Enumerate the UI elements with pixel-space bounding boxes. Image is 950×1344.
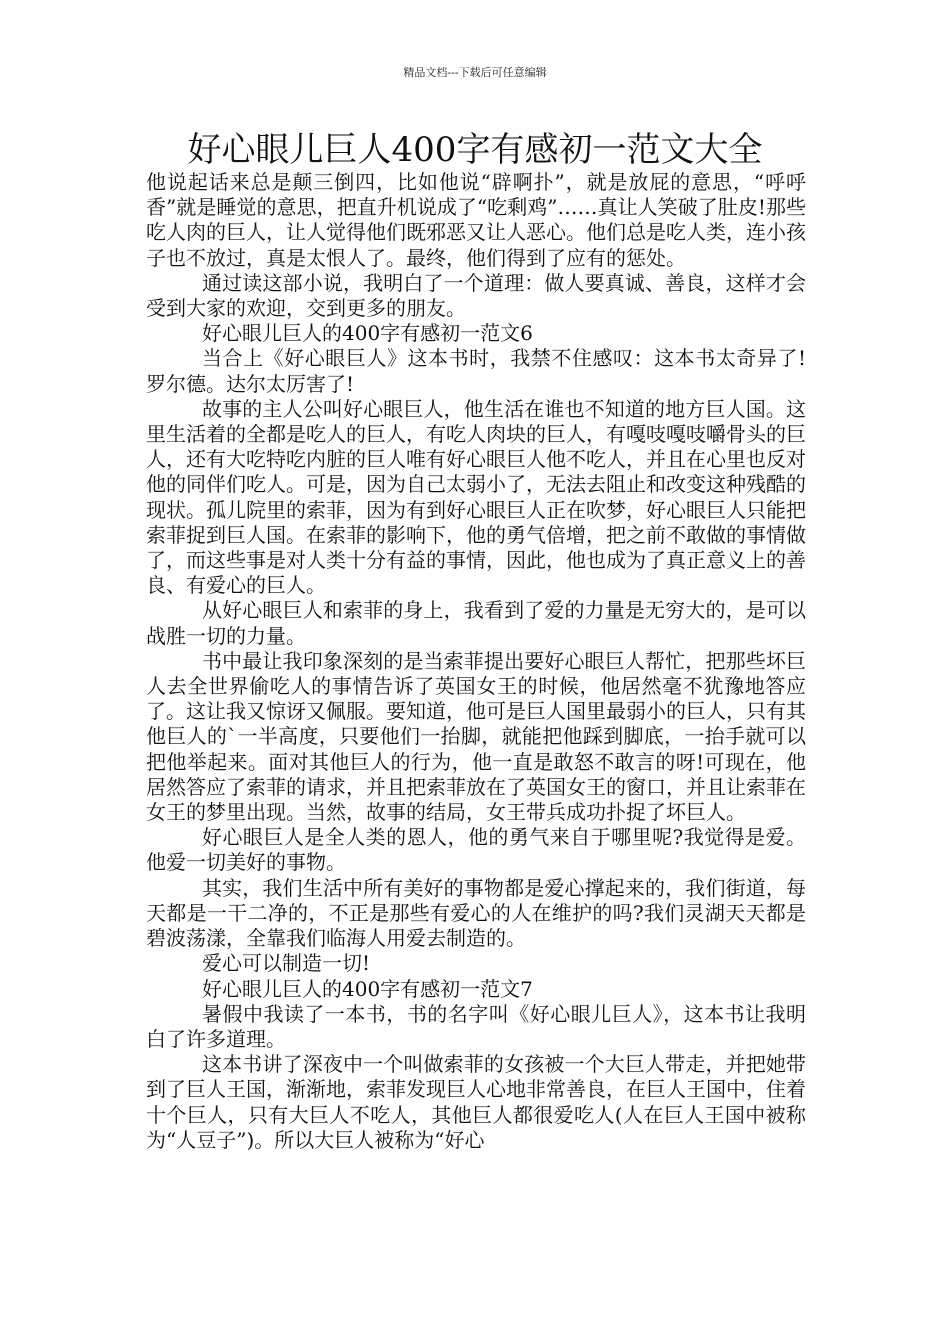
paragraph: 故事的主人公叫好心眼巨人，他生活在谁也不知道的地方巨人国。这里生活着的全都是吃人的巨人，有吃人肉块的巨人，有嘎吱嘎吱嚼骨头的巨人，还有大吃特吃内脏的巨人唯有好心眼巨人他不吃人，并且在心里也反对他的同伴们吃人。可是，因为自己太弱小了，无法去阻止和改变这种残酷的现状。孤儿院里的索菲，因为有到好心眼巨人正在吹梦，好心眼巨人只能把索菲捉到巨人国。在索菲的影响下，他的勇气倍增，把之前不敢做的事情做了，而这些事是对人类十分有益的事情，因此，他也成为了真正意义上的善良、有爱心的巨人。 (146, 396, 806, 598)
paragraph: 当合上《好心眼巨人》这本书时，我禁不住感叹：这本书太奇异了!罗尔德。达尔太厉害了! (146, 346, 806, 396)
paragraph: 好心眼巨人是全人类的恩人，他的勇气来自于哪里呢?我觉得是爱。他爱一切美好的事物。 (146, 825, 806, 875)
paragraph: 书中最让我印象深刻的是当索菲提出要好心眼巨人帮忙，把那些坏巨人去全世界偷吃人的事情告诉了英国女王的时候，他居然毫不犹豫地答应了。这让我又惊讶又佩服。要知道，他可是巨人国里最弱小的巨人，只有其他巨人的`一半高度，只要他们一抬脚，就能把他踩到脚底，一抬手就可以把他举起来。面对其他巨人的行为，他一直是敢怒不敢言的呀!可现在，他居然答应了索菲的请求，并且把索菲放在了英国女王的窗口，并且让索菲在女王的梦里出现。当然，故事的结局，女王带兵成功扑捉了坏巨人。 (146, 648, 806, 825)
header-note: 精品文档---下载后可任意编辑 (403, 66, 547, 79)
section-heading: 好心眼儿巨人的400字有感初一范文7 (202, 976, 533, 1001)
document-title: 好心眼儿巨人400字有感初一范文大全 (187, 130, 763, 170)
paragraph: 其实，我们生活中所有美好的事物都是爱心撑起来的，我们街道，每天都是一干二净的，不正是那些有爱心的人在维护的吗?我们灵湖天天都是碧波荡漾，全靠我们临海人用爱去制造的。 (146, 875, 806, 951)
paragraph: 爱心可以制造一切! (202, 951, 371, 976)
paragraph: 从好心眼巨人和索菲的身上，我看到了爱的力量是无穷大的，是可以战胜一切的力量。 (146, 598, 806, 648)
section-heading: 好心眼儿巨人的400字有感初一范文6 (202, 321, 533, 346)
paragraph: 通过读这部小说，我明白了一个道理：做人要真诚、善良，这样才会受到大家的欢迎，交到更多的朋友。 (146, 270, 806, 321)
document-body (146, 170, 806, 1153)
paragraph: 这本书讲了深夜中一个叫做索菲的女孩被一个大巨人带走，并把她带到了巨人王国，渐渐地，索菲发现巨人心地非常善良，在巨人王国中，住着十个巨人，只有大巨人不吃人，其他巨人都很爱吃人(人在巨人王国中被称为“人豆子”)。所以大巨人被称为“好心 (146, 1052, 806, 1152)
paragraph: 他说起话来总是颠三倒四，比如他说“辟啊扑”，就是放屁的意思，“呼呼香”就是睡觉的意思，把直升机说成了“吃剩鸡”……真让人笑破了肚皮!那些吃人肉的巨人，让人觉得他们既邪恶又让人恶心。他们总是吃人类，连小孩子也不放过，真是太恨人了。最终，他们得到了应有的惩处。 (146, 170, 806, 270)
paragraph: 暑假中我读了一本书，书的名字叫《好心眼儿巨人》，这本书让我明白了许多道理。 (146, 1001, 806, 1051)
